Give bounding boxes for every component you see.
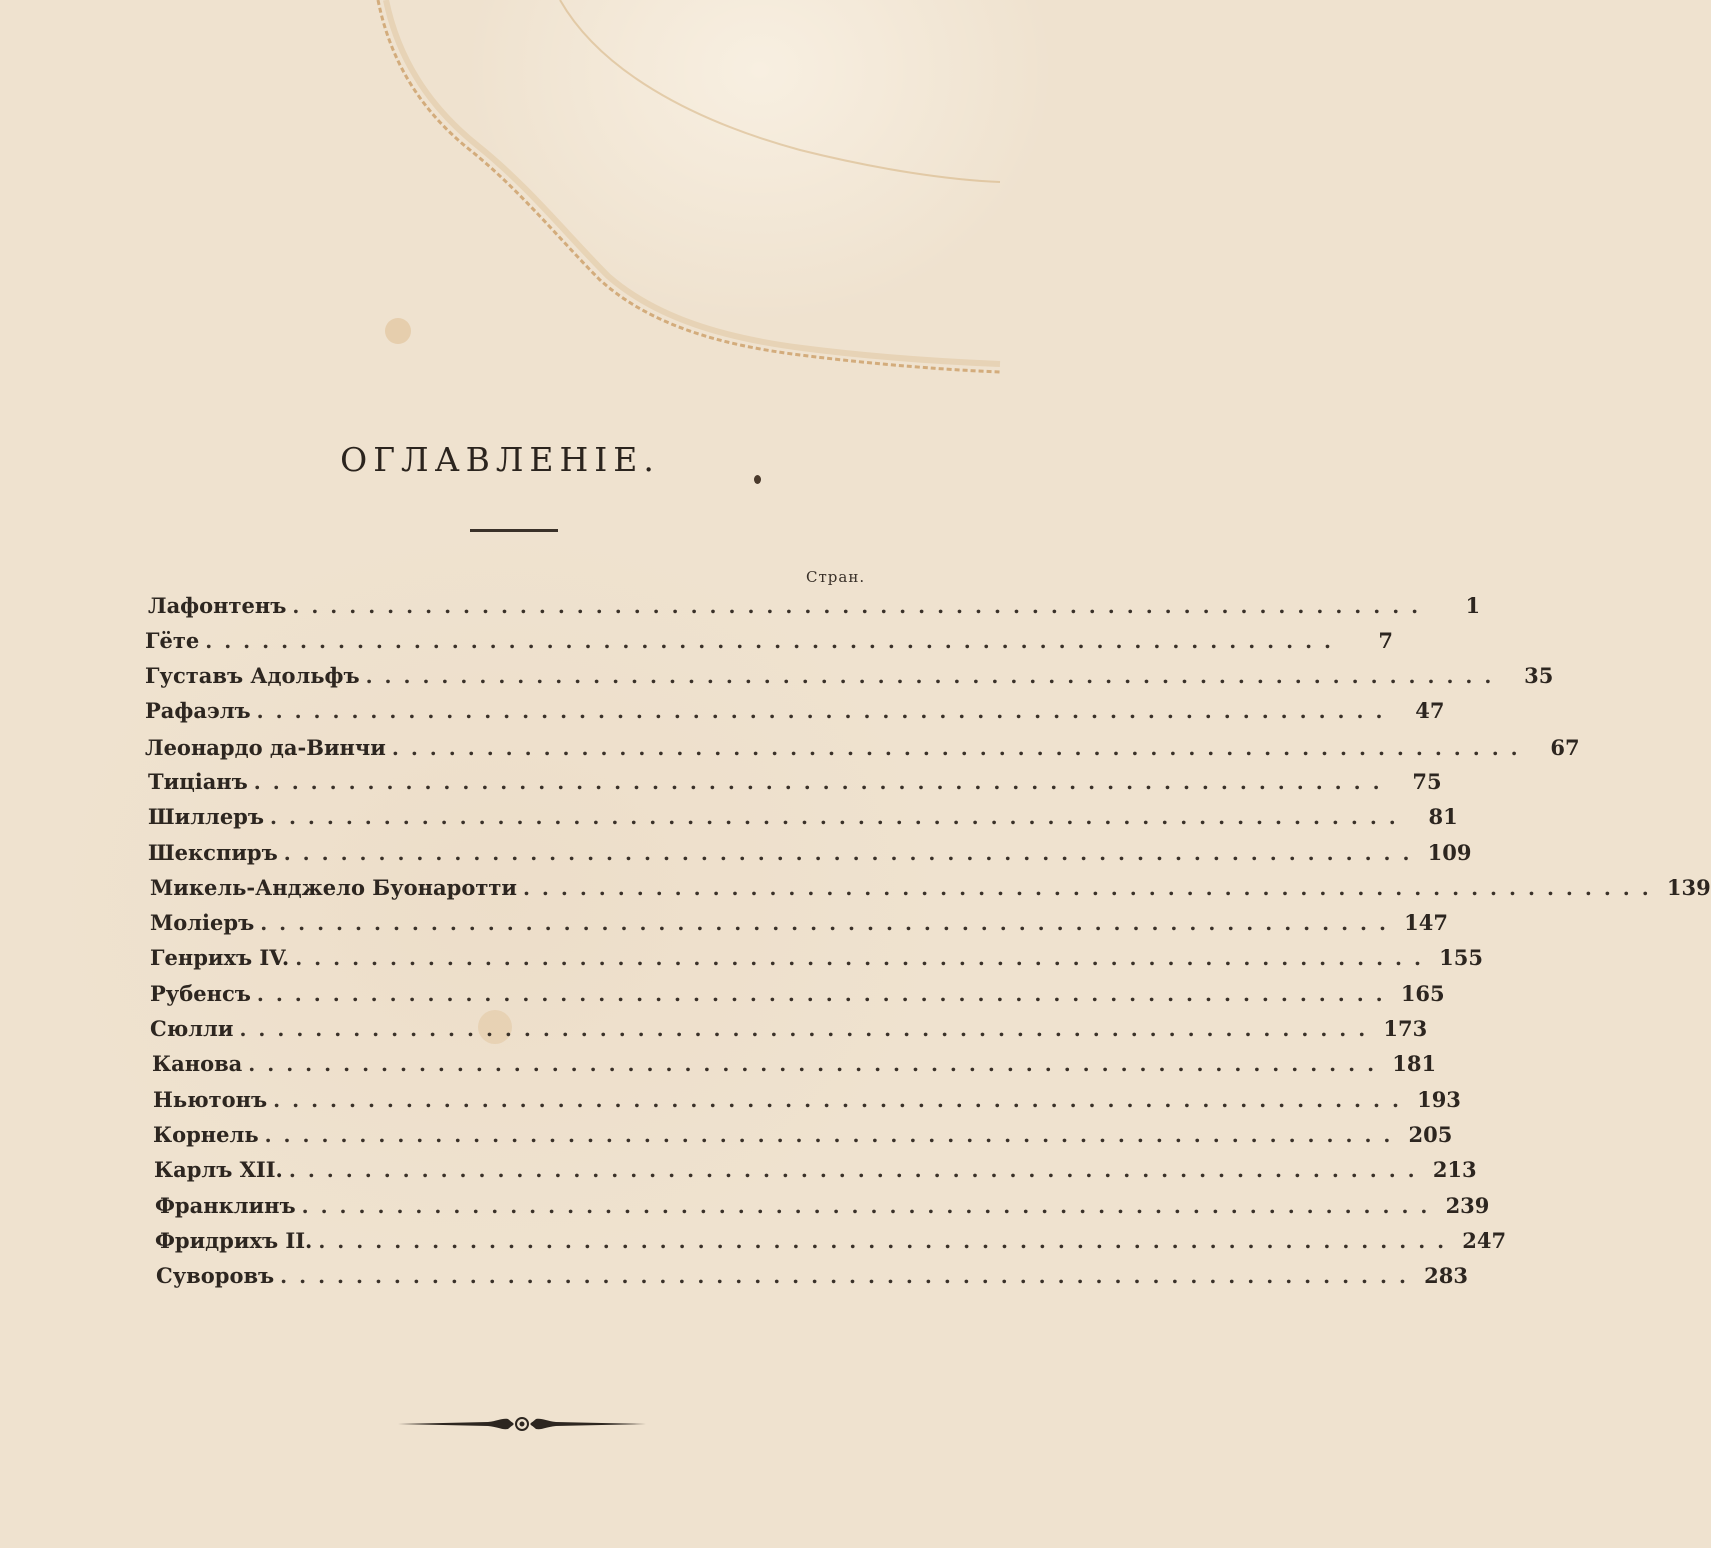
toc-row — [148, 804, 1458, 838]
dot-leader: ............................................................ — [256, 699, 1395, 723]
toc-row — [153, 1087, 1461, 1121]
toc-entry-title: Суворовъ — [156, 1263, 275, 1288]
toc-entry-title: Шекспиръ — [148, 840, 278, 865]
toc-entry-title: Франклинъ — [155, 1193, 296, 1218]
dot-leader: ............................................................ — [292, 594, 1431, 618]
dot-leader: ............................................................ — [253, 770, 1392, 794]
toc-entry-page: 181 — [1392, 1051, 1437, 1076]
toc-row — [150, 910, 1448, 944]
toc-entry-page: 247 — [1462, 1228, 1507, 1253]
toc-entry-title: Генрихъ IV. — [150, 945, 290, 970]
toc-row — [145, 735, 1580, 769]
dot-leader: ............................................................ — [239, 1017, 1378, 1041]
toc-entry-title: Лафонтенъ — [148, 593, 287, 618]
toc-row — [150, 945, 1483, 979]
toc-entry-title: Леонардо да-Винчи — [145, 735, 386, 760]
toc-row — [148, 593, 1481, 627]
toc-row — [155, 1228, 1507, 1262]
toc-row — [150, 981, 1445, 1015]
toc-entry-title: Рубенсъ — [150, 981, 251, 1006]
dot-leader: ............................................................ — [391, 736, 1530, 760]
dot-leader: ............................................................ — [248, 1052, 1387, 1076]
toc-entry-title: Микель-Анджело Буонаротти — [150, 875, 517, 900]
toc-entry-page: 7 — [1378, 628, 1394, 653]
toc-row — [155, 1193, 1490, 1227]
toc-entry-title: Рафаэлъ — [145, 698, 251, 723]
toc-row — [145, 663, 1554, 697]
toc-row — [145, 698, 1445, 732]
toc-entry-title: Густавъ Адольфъ — [145, 663, 360, 688]
toc-entry-title: Моліеръ — [150, 910, 255, 935]
dot-leader: ............................................................ — [318, 1229, 1457, 1253]
toc-entry-title: Канова — [152, 1051, 243, 1076]
toc-entry-title: Сюлли — [150, 1016, 234, 1041]
toc-entry-page: 147 — [1404, 910, 1448, 935]
dot-leader: ............................................................ — [365, 664, 1504, 688]
toc-row — [154, 1157, 1477, 1191]
toc-entry-page: 165 — [1400, 981, 1445, 1006]
toc-entry-page: 75 — [1412, 769, 1442, 794]
toc-entry-page: 205 — [1408, 1122, 1453, 1147]
toc-row — [148, 769, 1442, 803]
toc-entry-page: 193 — [1417, 1087, 1461, 1112]
toc-entry-title: Тиціанъ — [148, 769, 248, 794]
toc-entry-page: 1 — [1465, 593, 1481, 618]
toc-entry-page: 67 — [1550, 735, 1580, 760]
dot-leader: ............................................................ — [301, 1194, 1440, 1218]
toc-entry-page: 81 — [1428, 804, 1458, 829]
toc-row — [156, 1263, 1468, 1297]
toc-row — [145, 628, 1394, 662]
toc-entry-page: 239 — [1445, 1193, 1490, 1218]
toc-entry-page: 139 — [1666, 875, 1711, 900]
page-title: ОГЛАВЛЕНІЕ. — [340, 440, 660, 479]
dot-leader: ............................................................ — [288, 1158, 1427, 1182]
dot-leader: ............................................................ — [264, 1123, 1403, 1147]
toc-entry-page: 109 — [1427, 840, 1472, 865]
page-column-header: Стран. — [806, 568, 866, 586]
toc-entry-page: 213 — [1432, 1157, 1477, 1182]
dot-leader: ............................................................ — [205, 629, 1344, 653]
toc-entry-title: Корнель — [153, 1122, 259, 1147]
toc-entry-page: 47 — [1415, 698, 1445, 723]
dot-leader: ............................................................ — [260, 911, 1398, 935]
toc-entry-page: 283 — [1424, 1263, 1468, 1288]
dot-leader: ............................................................ — [283, 841, 1422, 865]
toc-entry-title: Шиллеръ — [148, 804, 264, 829]
toc-entry-page: 35 — [1524, 663, 1554, 688]
toc-entry-title: Гёте — [145, 628, 200, 653]
toc-entry-page: 173 — [1383, 1016, 1428, 1041]
toc-row — [150, 1016, 1428, 1050]
toc-entry-title: Ньютонъ — [153, 1087, 268, 1112]
dot-leader: ............................................................ — [256, 982, 1395, 1006]
dot-leader: ............................................................ — [295, 946, 1433, 970]
toc-entry-title: Фридрихъ II. — [155, 1228, 313, 1253]
dot-leader: ............................................................ — [280, 1264, 1418, 1288]
toc-row — [152, 1051, 1437, 1085]
toc-row — [153, 1122, 1453, 1156]
toc-entry-page: 155 — [1439, 945, 1483, 970]
toc-row — [148, 840, 1472, 874]
dot-leader: ............................................................ — [269, 805, 1408, 829]
dot-leader: ............................................................ — [273, 1088, 1411, 1112]
toc-row — [150, 875, 1711, 909]
dot-leader: ............................................................ — [522, 876, 1661, 900]
tailpiece-ornament — [398, 1412, 646, 1436]
toc-entry-title: Карлъ XII. — [154, 1157, 283, 1182]
